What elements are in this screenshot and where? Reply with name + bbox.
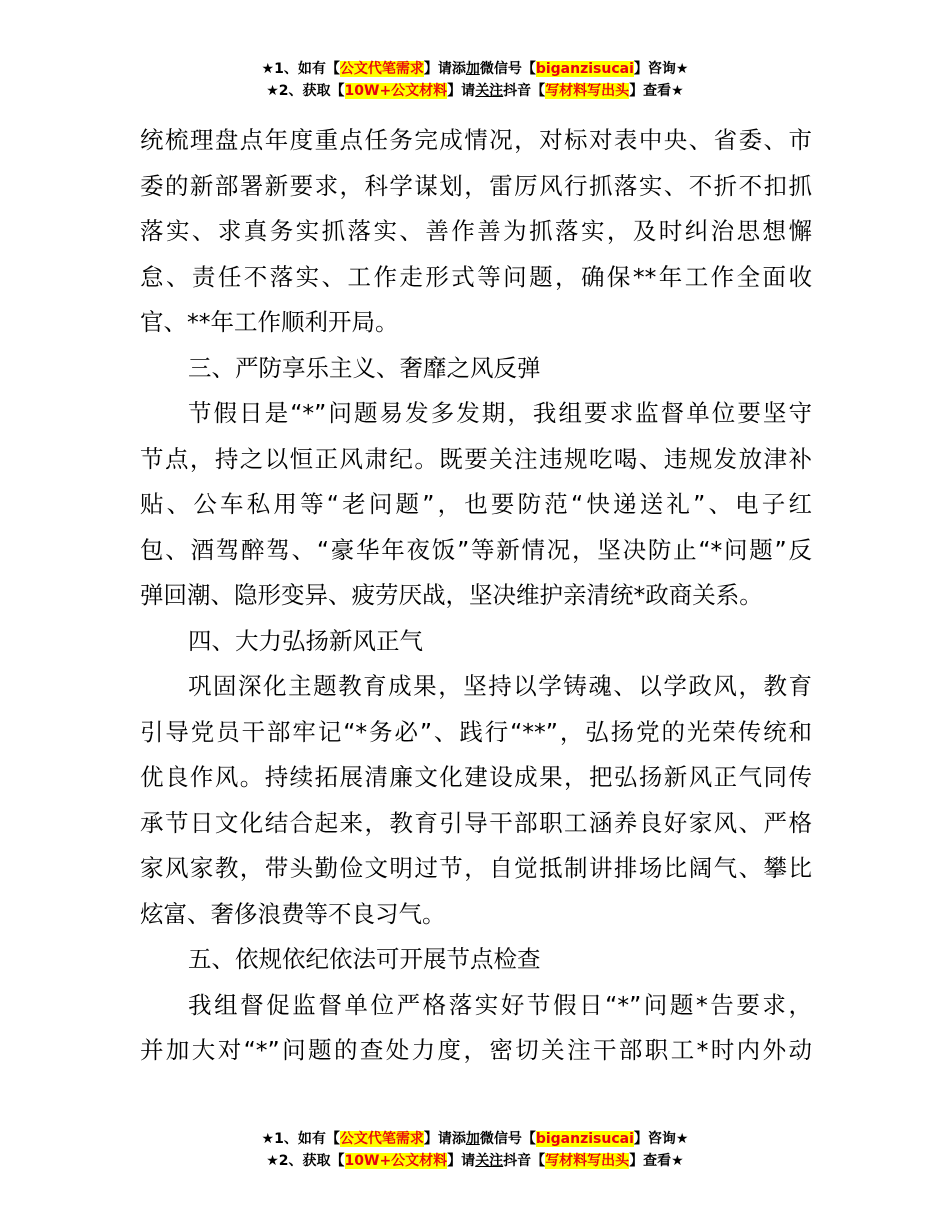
text-line: 我组督促监督单位严格落实好节假日“*”问题*告要求， <box>188 990 812 1019</box>
banner-highlight: 写材料写出头 <box>545 83 630 99</box>
text-line: 引导党员干部牢记“*务必”、践行“**”，弘扬党的光荣传统和 <box>140 717 812 746</box>
text-line: 统梳理盘点年度重点任务完成情况，对标对表中央、省委、市 <box>140 126 812 154</box>
banner-highlight: 公文代笔需求 <box>339 61 424 77</box>
heading-text: 四、大力弘扬新风正气 <box>188 626 423 655</box>
banner-text: 抖音【 <box>503 83 546 99</box>
text-line: 炫富、奢侈浪费等不良习气。 <box>140 899 446 928</box>
paragraph-section-3 <box>140 391 812 619</box>
banner-highlight: 10W+公文材料 <box>344 83 448 99</box>
banner-text: 】咨询★ <box>633 1131 689 1147</box>
section-heading-3 <box>140 346 812 392</box>
text-line: 承节日文化结合起来，教育引导干部职工涵养良好家风、严格 <box>140 808 812 837</box>
paragraph-section-4 <box>140 664 812 937</box>
banner-text: ★1、如有【 <box>261 61 340 77</box>
text-line: 家风家教，带头勤俭文明过节，自觉抵制讲排场比阔气、攀比 <box>140 854 812 882</box>
banner-text: 】咨询★ <box>633 61 689 77</box>
banner-text: 】查看★ <box>629 83 684 99</box>
banner-highlight: biganzisucai <box>535 61 634 77</box>
paragraph-continued <box>140 118 812 346</box>
text-line: 节点，持之以恒正风肃纪。既要关注违规吃喝、违规发放津补 <box>140 444 812 473</box>
banner-highlight: 公文代笔需求 <box>339 1131 424 1147</box>
banner-highlight: biganzisucai <box>535 1131 634 1147</box>
section-heading-4 <box>140 619 812 665</box>
banner-text: 】请 <box>447 83 476 99</box>
paragraph-section-5 <box>140 983 812 1074</box>
banner-line-1 <box>0 1128 950 1150</box>
text-line: 并加大对“*”问题的查处力度，密切关注干部职工*时内外动 <box>140 1036 812 1064</box>
banner-text: ★2、获取【 <box>266 1153 345 1169</box>
banner-text: ★1、如有【 <box>261 1131 340 1147</box>
text-line: 弹回潮、隐形变异、疲劳厌战，坚决维护亲清统*政商关系。 <box>140 581 763 609</box>
section-heading-5 <box>140 937 812 983</box>
text-line: 包、酒驾醉驾、“豪华年夜饭”等新情况，坚决防止“*问题”反 <box>140 535 812 564</box>
text-line: 节假日是“*”问题易发多发期，我组要求监督单位要坚守 <box>188 399 812 427</box>
header-banner <box>0 58 950 102</box>
banner-highlight: 10W+公文材料 <box>344 1153 448 1169</box>
text-line: 巩固深化主题教育成果，坚持以学铸魂、以学政风，教育 <box>188 672 812 700</box>
text-line: 怠、责任不落实、工作走形式等问题，确保**年工作全面收 <box>140 262 812 291</box>
banner-text: ★2、获取【 <box>266 83 345 99</box>
banner-line-1 <box>0 58 950 80</box>
heading-text: 五、依规依纪依法可开展节点检查 <box>188 945 541 973</box>
banner-text: 】查看★ <box>629 1153 684 1169</box>
footer-banner <box>0 1128 950 1172</box>
banner-line-2 <box>0 1150 950 1172</box>
text-line: 官、**年工作顺利开局。 <box>140 308 399 336</box>
banner-underlined-text: 加 <box>465 61 480 77</box>
banner-underlined-text: 关注 <box>475 83 504 99</box>
banner-text: 】请添 <box>423 1131 466 1147</box>
banner-text: 】请 <box>447 1153 476 1169</box>
banner-text: 抖音【 <box>503 1153 546 1169</box>
text-line: 落实、求真务实抓落实、善作善为抓落实，及时纠治思想懈 <box>140 217 812 245</box>
banner-text: 微信号【 <box>479 1131 536 1147</box>
banner-highlight: 写材料写出头 <box>545 1153 630 1169</box>
banner-text: 】请添 <box>423 61 466 77</box>
heading-text: 三、严防享乐主义、奢靡之风反弹 <box>188 353 541 382</box>
banner-line-2 <box>0 80 950 102</box>
text-line: 委的新部署新要求，科学谋划，雷厉风行抓落实、不折不扣抓 <box>140 171 812 200</box>
text-line: 贴、公车私用等“老问题”，也要防范“快递送礼”、电子红 <box>140 490 812 518</box>
text-line: 优良作风。持续拓展清廉文化建设成果，把弘扬新风正气同传 <box>140 763 812 791</box>
banner-underlined-text: 加 <box>465 1131 480 1147</box>
banner-underlined-text: 关注 <box>475 1153 504 1169</box>
banner-text: 微信号【 <box>479 61 536 77</box>
document-body <box>140 118 812 1074</box>
